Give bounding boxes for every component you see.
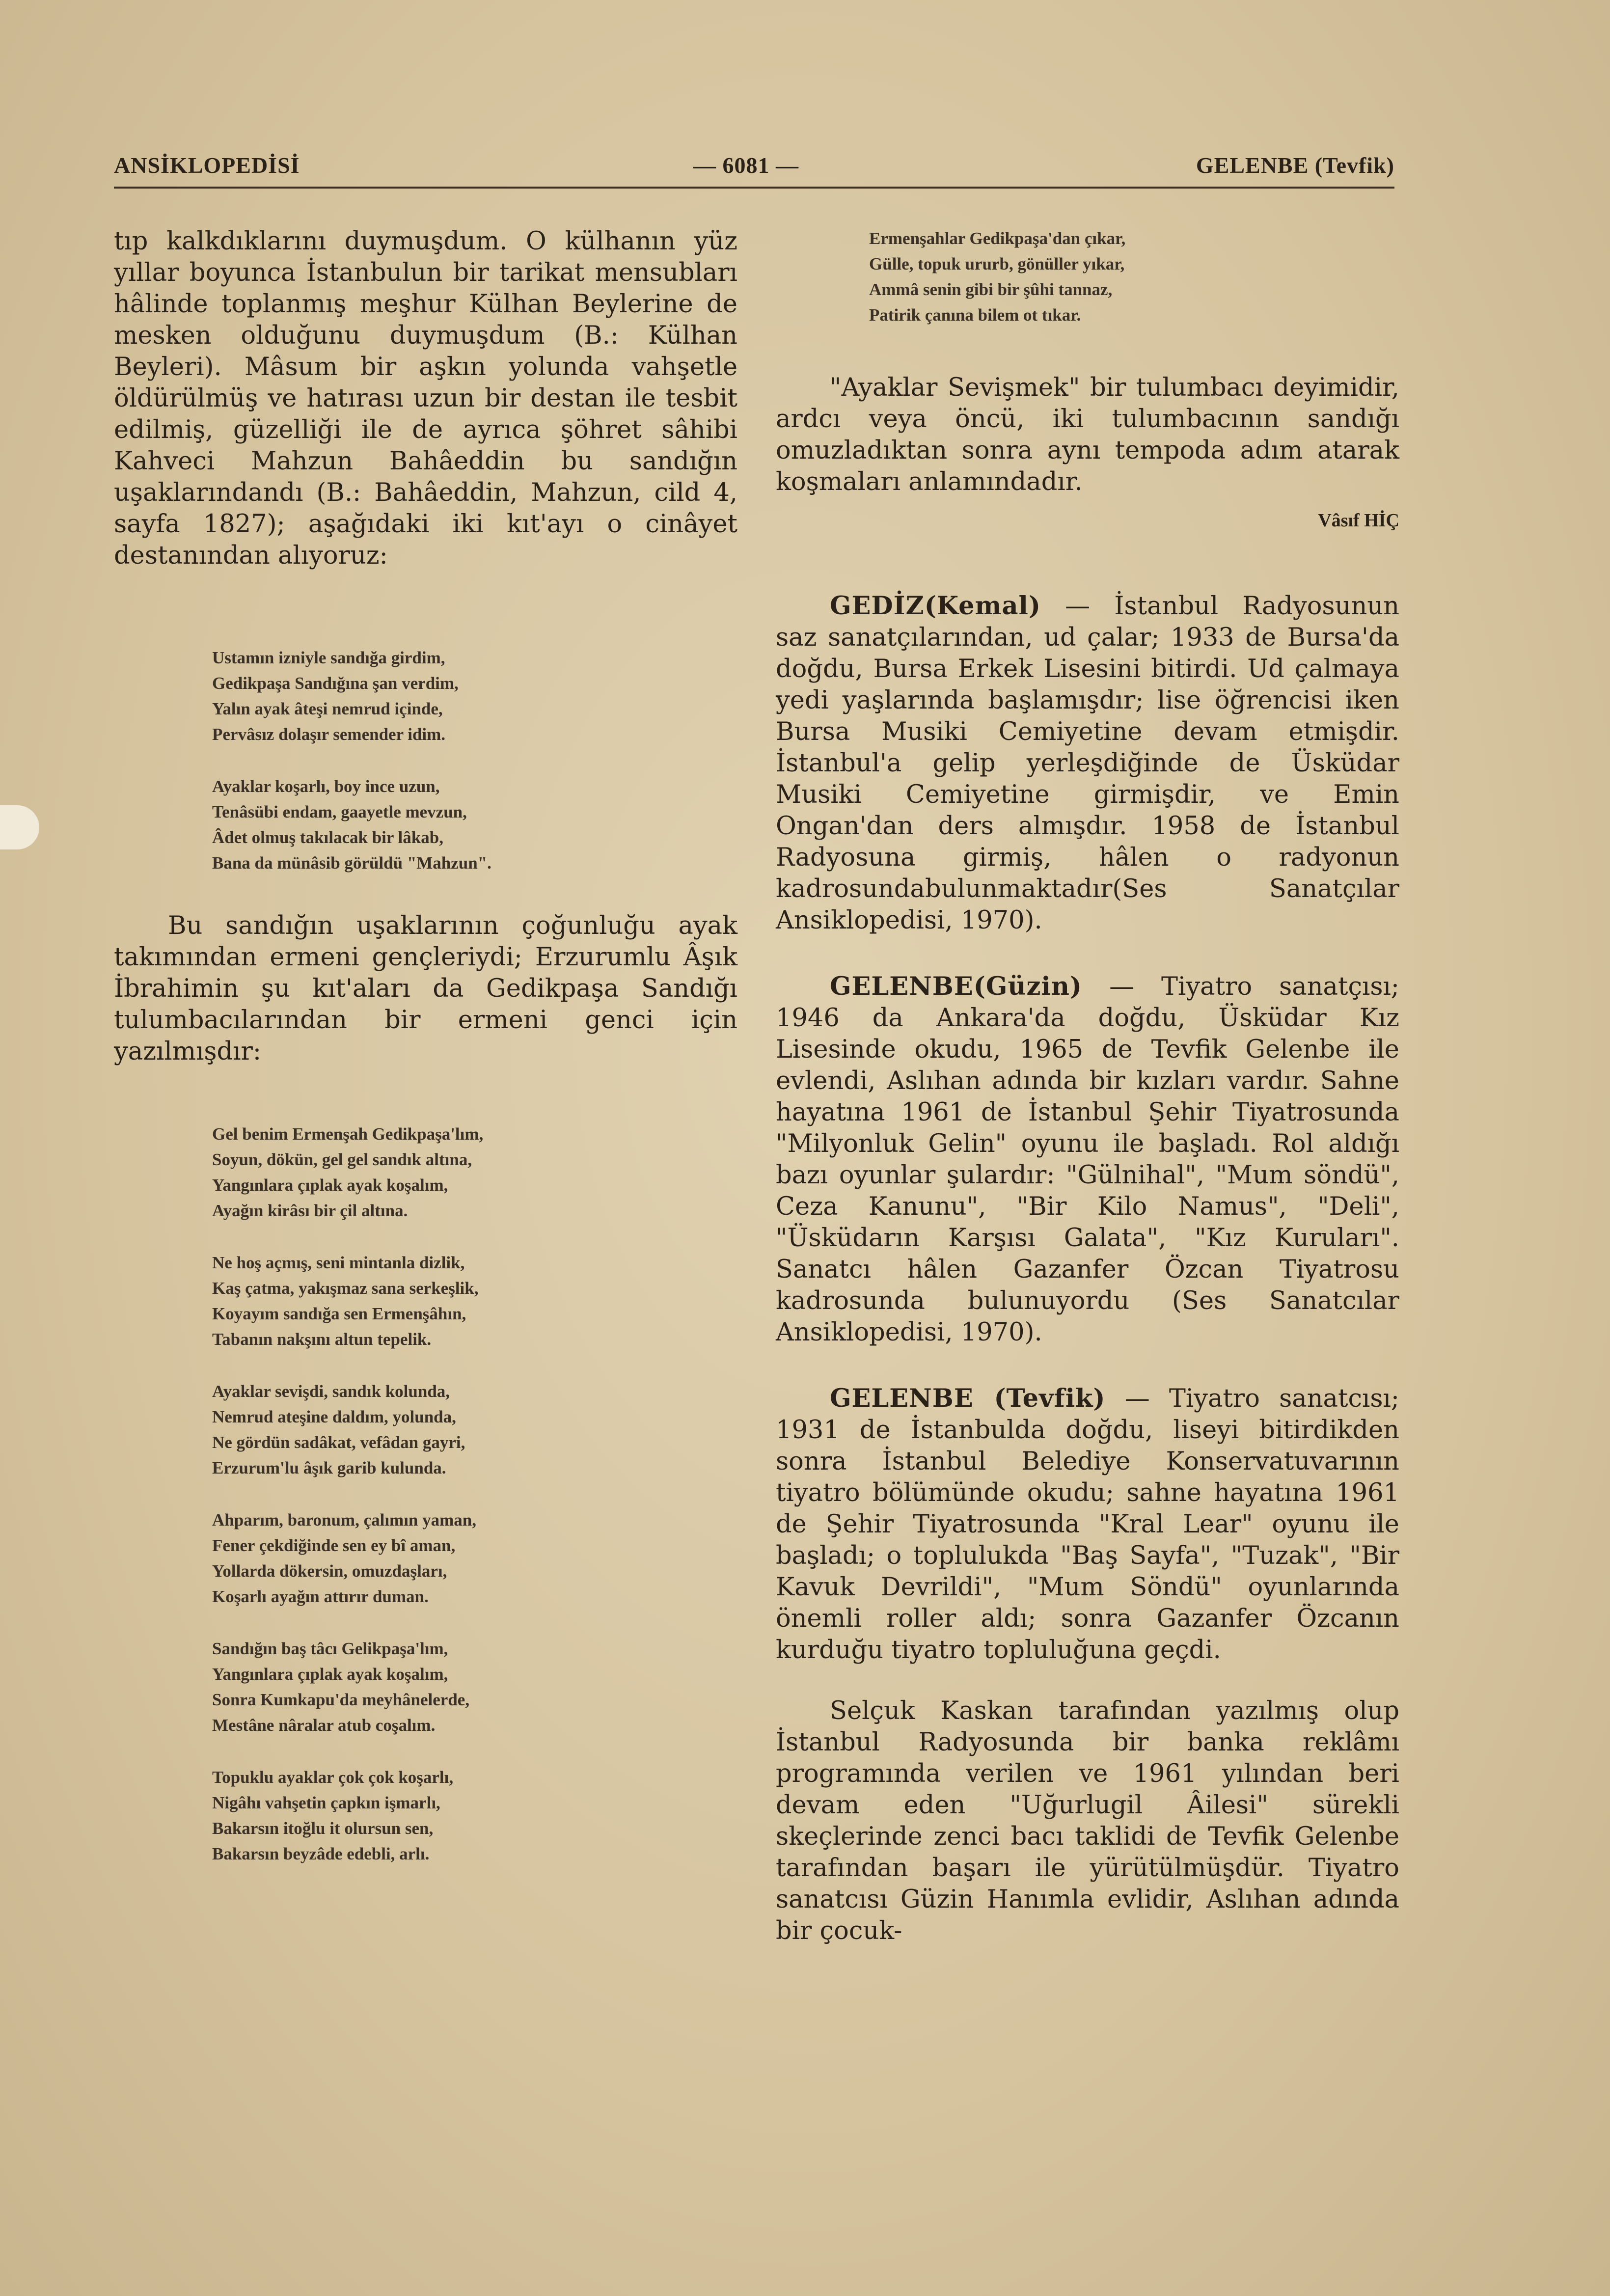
page-header [114,147,1394,182]
verse-line: Ahparım, baronum, çalımın yaman, [212,1510,477,1530]
verse-line: Bakarsın beyzâde edebli, arlı. [212,1844,430,1863]
verse-line: Erzurum'lu âşık garib kulunda. [212,1458,446,1477]
verse-line: Ne gördün sadâkat, vefâdan gayri, [212,1433,465,1452]
right-column [776,226,1399,1947]
entry-body: — Tiyatro sanatçısı; 1946 da Ankara'da doğdu, Üsküdar Kız Lisesinde okudu, 1965 de Tevfik Gelenbe ile evlendi, Aslıhan adında bir kızları vardır. Sahne hayatına 1961 de İstanbul Şehir Tiyatrosunda "Milyonluk Gelin" oyunu ile başladı. Rol aldığı bazı oyunlar şulardır: "Gülnihal", "Mum söndü", Ceza Kanunu", "Bir Kilo Namus", "Deli", "Üsküdarın Karşısı Galata", "Kız Kuruları". Sanatcı hâlen Gazanfer Özcan Tiyatrosu kadrosunda bulunuyordu (Ses Sanatcılar Ansiklopedisi, 1970). [776,972,1399,1347]
entry-gediz [776,590,1399,936]
verse-line: Topuklu ayaklar çok çok koşarlı, [212,1768,454,1787]
verse-line: Ayağın kirâsı bir çil altına. [212,1201,408,1220]
poem-1-stanza [212,774,737,876]
verse-line: Soyun, dökün, gel gel sandık altına, [212,1150,472,1169]
header-left: ANSİKLOPEDİSİ [114,153,300,178]
verse-line: Koşarlı ayağın attırır duman. [212,1587,429,1606]
author-signature: Vâsıf HİÇ [1318,510,1399,531]
poem-2-stanza [212,1250,737,1352]
left-column [114,226,737,1893]
verse-line: Patirik çanına bilem ot tıkar. [869,305,1081,325]
entry-heading: GELENBE (Tevfik) [830,1384,1106,1413]
verse-line: Yollarda dökersin, omuzdaşları, [212,1561,447,1581]
entry-heading: GELENBE(Güzin) [830,972,1083,1001]
verse-line: Ammâ senin gibi bir şûhi tannaz, [869,280,1113,299]
verse-line: Kaş çatma, yakışmaz sana serkeşlik, [212,1279,479,1298]
poem-3 [776,226,1399,328]
verse-line: Ermenşahlar Gedikpaşa'dan çıkar, [869,229,1126,248]
poem-1-stanza [212,645,737,747]
middle-paragraph: Bu sandığın uşaklarının çoğunluğu ayak takımından ermeni gençleriydi; Erzurumlu Âşık İbrahimin şu kıt'aları da Gedikpaşa Sandığı tulumbacılarından bir ermeni genci için yazılmışdır: [114,911,737,1066]
paper-damage-mark [0,805,39,849]
verse-line: Yangınlara çıplak ayak koşalım, [212,1665,448,1684]
verse-line: Nigâhı vahşetin çapkın işmarlı, [212,1793,440,1812]
verse-line: Yalın ayak âteşi nemrud içinde, [212,699,443,718]
verse-line: Ayaklar koşarlı, boy ince uzun, [212,777,440,796]
verse-line: Tenâsübi endam, gaayetle mevzun, [212,802,467,821]
poem-2-stanza [212,1507,737,1610]
verse-line: Âdet olmuş takılacak bir lâkab, [212,828,443,847]
poem-2-stanza [212,1636,737,1738]
page-number: — 6081 — [693,153,799,178]
verse-line: Fener çekdiğinde sen ey bî aman, [212,1536,456,1555]
verse-line: Mestâne nâralar atub coşalım. [212,1716,436,1735]
verse-line: Tabanın nakşını altun tepelik. [212,1330,432,1349]
ayaklar-paragraph: "Ayaklar Sevişmek" bir tulumbacı deyimidir, ardcı veya öncü, iki tulumbacının sandığı omuzladıktan sonra aynı tempoda adım atarak koşmaları anlamındadır. [776,373,1399,496]
entry-gelenbe-guzin [776,971,1399,1348]
verse-line: Sandığın baş tâcı Gelikpaşa'lım, [212,1639,448,1658]
verse-line: Nemrud ateşine daldım, yolunda, [212,1407,456,1426]
verse-line: Ayaklar sevişdi, sandık kolunda, [212,1382,450,1401]
poem-2 [114,1121,737,1867]
verse-line: Ustamın izniyle sandığa girdim, [212,648,445,667]
verse-line: Gedikpaşa Sandığına şan verdim, [212,674,459,693]
poem-2-stanza [212,1379,737,1481]
verse-line: Bana da münâsib görüldü "Mahzun". [212,853,491,873]
intro-paragraph: tıp kalkdıklarını duymuşdum. O külhanın yüz yıllar boyunca İstanbulun bir tarikat mensubları hâlinde toplanmış meşhur Külhan Beylerine de mesken olduğunu duymuşdum (B.: Külhan Beyleri). Mâsum bir aşkın yolunda vahşetle öldürülmüş ve hatırası uzun bir destan ile tesbit edilmiş, güzelliği ile de ayrıca şöhret sâhibi Kahveci Mahzun Bahâeddin bu sandığın uşaklarındandı (B.: Bahâeddin, Mahzun, cild 4, sayfa 1827); aşağıdaki iki kıt'ayı o cinâyet destanından alıyoruz: [114,227,737,570]
header-rule [114,187,1394,189]
poem-2-stanza [212,1121,737,1224]
entry-gelenbe-tevfik [776,1383,1399,1666]
entry-body: — Tiyatro sanatcısı; 1931 de İstanbulda doğdu, liseyi bitirdikden sonra İstanbul Belediye Konservatuvarının tiyatro bölümünde okudu; sahne hayatına 1961 de Şehir Tiyatrosunda "Kral Lear" oyunu ile başladı; o toplulukda "Baş Sayfa", "Tuzak", "Bir Kavuk Devrildi", "Mum Söndü" oyunlarında önemli roller aldı; sonra Gazanfer Özcanın kurduğu tiyatro topluluğuna geçdi. [776,1384,1399,1665]
verse-line: Bakarsın itoğlu it olursun sen, [212,1819,434,1838]
selcuk-paragraph: Selçuk Kaskan tarafından yazılmış olup İstanbul Radyosunda bir banka reklâmı programında verilen ve 1961 yılından beri devam eden "Uğurlugil Âilesi" sürekli skeçlerinde zenci bacı taklidi de Tevfik Gelenbe tarafından başarı ile yürütülmüşdür. Tiyatro sanatcısı Güzin Hanımla evlidir, Aslıhan adında bir çocuk- [776,1696,1399,1945]
entry-body: — İstanbul Radyosunun saz sanatçılarından, ud çalar; 1933 de Bursa'da doğdu, Bursa Erkek Lisesini bitirdi. Ud çalmaya yedi yaşlarında başlamışdır; lise öğrencisi iken Bursa Musiki Cemiyetine devam etmişdir. İstanbul'a gelip yerleşdiğinde de Üsküdar Musiki Cemiyetine girmişdir, ve Emin Ongan'dan ders almışdır. 1958 de İstanbul Radyosuna girmiş, hâlen o radyonun kadrosundabulunmaktadır(Ses Sanatçılar Ansiklopedisi, 1970). [776,592,1399,935]
verse-line: Pervâsız dolaşır semender idim. [212,725,446,744]
verse-line: Yangınlara çıplak ayak koşalım, [212,1175,448,1195]
verse-line: Koyayım sandığa sen Ermenşâhın, [212,1304,466,1323]
verse-line: Ne hoş açmış, seni mintanla dizlik, [212,1253,465,1272]
entry-heading: GEDİZ(Kemal) [830,591,1041,621]
verse-line: Gülle, topuk ururb, gönüller yıkar, [869,254,1125,273]
verse-line: Gel benim Ermenşah Gedikpaşa'lım, [212,1124,484,1144]
poem-2-stanza [212,1765,737,1867]
header-right: GELENBE (Tevfik) [1196,153,1394,178]
poem-1 [114,645,737,876]
verse-line: Sonra Kumkapu'da meyhânelerde, [212,1690,470,1709]
